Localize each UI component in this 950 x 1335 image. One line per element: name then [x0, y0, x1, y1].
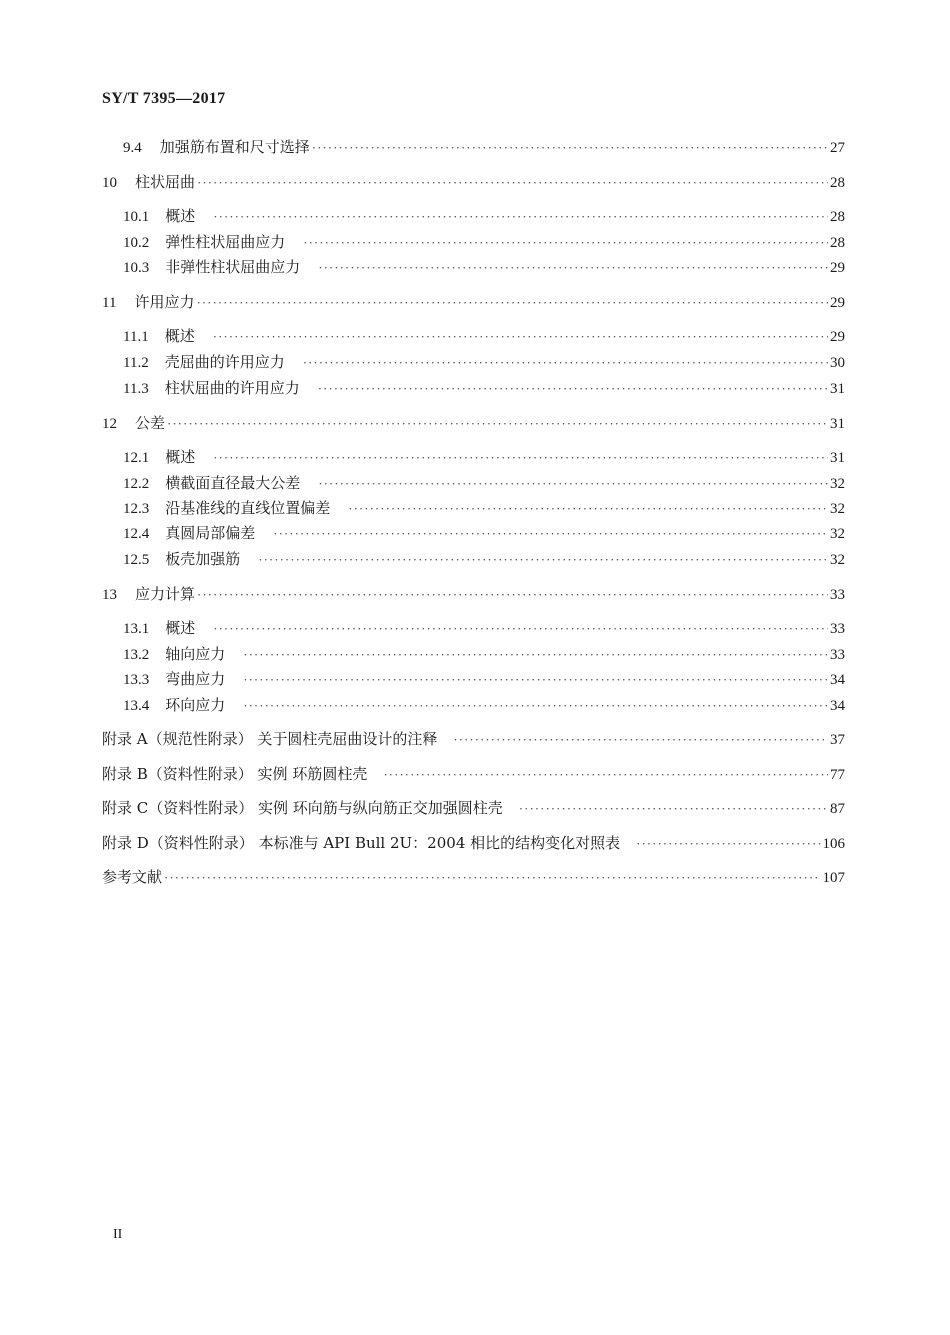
- toc-entry-title: 附录 C（资料性附录） 实例 环向筋与纵向筋正交加强圆柱壳: [102, 799, 503, 817]
- toc-entry[interactable]: [102, 171, 845, 193]
- toc-entry[interactable]: [123, 668, 845, 690]
- toc-entry-page-number: 37: [830, 732, 845, 748]
- toc-entry-number: 12.5: [123, 552, 150, 568]
- toc-entry-title: 环向应力: [165, 696, 226, 714]
- toc-entry-leader-dots: [348, 498, 828, 520]
- toc-entry-leader-dots: [303, 232, 828, 254]
- toc-entry[interactable]: [102, 291, 845, 313]
- toc-entry-leader-dots: [197, 584, 828, 606]
- toc-entry-page-number: 28: [830, 209, 845, 225]
- toc-entry[interactable]: [123, 351, 845, 373]
- toc-entry-page-number: 77: [830, 767, 845, 783]
- toc-entry-number: 11: [102, 295, 117, 311]
- toc-entry-title: 概述: [165, 207, 196, 225]
- toc-entry-title: 附录 D（资料性附录） 本标准与 API Bull 2U：2004 相比的结构变化对照表: [102, 834, 621, 852]
- toc-entry-page-number: 32: [830, 501, 845, 517]
- toc-entry-leader-dots: [243, 644, 828, 666]
- toc-entry[interactable]: [102, 728, 845, 750]
- toc-entry-leader-dots: [213, 447, 828, 469]
- toc-entry-page-number: 32: [830, 552, 845, 568]
- toc-entry-leader-dots: [273, 523, 828, 545]
- toc-entry[interactable]: [123, 694, 845, 716]
- toc-entry-number: 13.3: [123, 672, 150, 688]
- toc-entry-number: 10.1: [123, 209, 150, 225]
- toc-entry-page-number: 29: [830, 329, 845, 345]
- toc-entry[interactable]: [123, 231, 845, 253]
- toc-entry-number: 12.2: [123, 476, 150, 492]
- toc-entry-page-number: 31: [830, 416, 845, 432]
- toc-entry-leader-dots: [243, 669, 828, 691]
- toc-entry-page-number: 32: [830, 476, 845, 492]
- toc-entry-leader-dots: [303, 352, 828, 374]
- toc-entry-number: 12.3: [123, 501, 150, 517]
- toc-entry-title: 概述: [165, 619, 196, 637]
- toc-entry-page-number: 34: [830, 698, 845, 714]
- toc-entry-leader-dots: [164, 867, 820, 889]
- toc-entry-page-number: 87: [830, 801, 845, 817]
- toc-entry-title: 轴向应力: [165, 645, 226, 663]
- toc-entry-number: 13.4: [123, 698, 150, 714]
- page-number-footer: II: [113, 1227, 123, 1242]
- toc-entry-number: 13.2: [123, 647, 150, 663]
- toc-entry-leader-dots: [636, 833, 820, 855]
- toc-entry-page-number: 31: [830, 381, 845, 397]
- toc-entry-number: 12.1: [123, 450, 150, 466]
- toc-entry-title: 参考文献: [102, 868, 163, 886]
- toc-entry-title: 板壳加强筋: [165, 550, 241, 568]
- toc-entry-title: 应力计算: [135, 585, 196, 603]
- toc-entry-number: 10.2: [123, 235, 150, 251]
- toc-entry-number: 10.3: [123, 260, 150, 276]
- toc-entry-leader-dots: [318, 473, 828, 495]
- toc-entry-title: 附录 A（规范性附录） 关于圆柱壳屈曲设计的注释: [102, 730, 438, 748]
- toc-entry-number: 13: [102, 587, 117, 603]
- toc-entry-page-number: 32: [830, 526, 845, 542]
- toc-entry[interactable]: [123, 643, 845, 665]
- toc-entry-number: 9.4: [123, 140, 142, 156]
- toc-entry-leader-dots: [197, 172, 828, 194]
- toc-entry-title: 加强筋布置和尺寸选择: [159, 138, 310, 156]
- toc-entry-leader-dots: [519, 798, 828, 820]
- toc-entry-title: 公差: [135, 414, 166, 432]
- toc-entry-leader-dots: [213, 326, 828, 348]
- toc-entry-number: 10: [102, 175, 117, 191]
- toc-entry[interactable]: [123, 256, 845, 278]
- toc-entry[interactable]: [102, 832, 845, 854]
- toc-entry-leader-dots: [318, 257, 828, 279]
- toc-entry[interactable]: [102, 763, 845, 785]
- toc-entry-leader-dots: [196, 292, 828, 314]
- toc-entry-title: 横截面直径最大公差: [165, 474, 301, 492]
- toc-entry[interactable]: [123, 136, 845, 158]
- toc-entry-leader-dots: [167, 413, 828, 435]
- toc-entry-title: 许用应力: [134, 293, 195, 311]
- toc-entry[interactable]: [123, 497, 845, 519]
- toc-entry-title: 概述: [165, 448, 196, 466]
- toc-entry-page-number: 27: [830, 140, 845, 156]
- toc-entry-page-number: 34: [830, 672, 845, 688]
- toc-entry-leader-dots: [258, 549, 828, 571]
- toc-entry-title: 概述: [164, 327, 195, 345]
- toc-entry[interactable]: [102, 412, 845, 434]
- toc-entry[interactable]: [123, 522, 845, 544]
- toc-entry[interactable]: [102, 797, 845, 819]
- toc-entry-title: 附录 B（资料性附录） 实例 环筋圆柱壳: [102, 765, 368, 783]
- toc-entry[interactable]: [123, 617, 845, 639]
- toc-entry-leader-dots: [243, 695, 828, 717]
- toc-entry-page-number: 28: [830, 235, 845, 251]
- toc-entry-page-number: 33: [830, 647, 845, 663]
- toc-entry-leader-dots: [312, 137, 828, 159]
- toc-entry-number: 11.1: [123, 329, 149, 345]
- toc-entry-leader-dots: [453, 729, 828, 751]
- toc-entry-page-number: 31: [830, 450, 845, 466]
- toc-entry[interactable]: [123, 446, 845, 468]
- toc-entry-title: 弯曲应力: [165, 670, 226, 688]
- toc-entry-page-number: 30: [830, 355, 845, 371]
- toc-entry-number: 12: [102, 416, 117, 432]
- toc-entry-leader-dots: [383, 764, 828, 786]
- toc-entry-page-number: 29: [830, 260, 845, 276]
- toc-entry-page-number: 29: [830, 295, 845, 311]
- toc-entry-number: 11.3: [123, 381, 149, 397]
- toc-entry-title: 壳屈曲的许用应力: [164, 353, 285, 371]
- toc-entry-number: 12.4: [123, 526, 150, 542]
- toc-entry-title: 弹性柱状屈曲应力: [165, 233, 286, 251]
- toc-entry-page-number: 107: [822, 870, 845, 886]
- toc-entry-page-number: 28: [830, 175, 845, 191]
- toc-entry-number: 11.2: [123, 355, 149, 371]
- toc-entry-page-number: 33: [830, 621, 845, 637]
- document-code-header: SY/T 7395—2017: [102, 90, 226, 107]
- toc-entry-title: 非弹性柱状屈曲应力: [165, 258, 301, 276]
- toc-entry[interactable]: [102, 583, 845, 605]
- toc-entry-page-number: 106: [822, 836, 845, 852]
- toc-entry[interactable]: [123, 548, 845, 570]
- toc-entry-leader-dots: [213, 618, 828, 640]
- toc-entry-title: 柱状屈曲的许用应力: [164, 379, 300, 397]
- toc-entry[interactable]: [123, 325, 845, 347]
- toc-entry-page-number: 33: [830, 587, 845, 603]
- toc-entry-leader-dots: [318, 378, 828, 400]
- toc-entry-number: 13.1: [123, 621, 150, 637]
- toc-entry-title: 真圆局部偏差: [165, 524, 256, 542]
- toc-entry[interactable]: [123, 205, 845, 227]
- toc-entry-leader-dots: [213, 206, 828, 228]
- toc-entry-title: 沿基准线的直线位置偏差: [165, 499, 331, 517]
- toc-entry[interactable]: [102, 866, 845, 888]
- toc-entry[interactable]: [123, 377, 845, 399]
- toc-entry-title: 柱状屈曲: [135, 173, 196, 191]
- toc-entry[interactable]: [123, 472, 845, 494]
